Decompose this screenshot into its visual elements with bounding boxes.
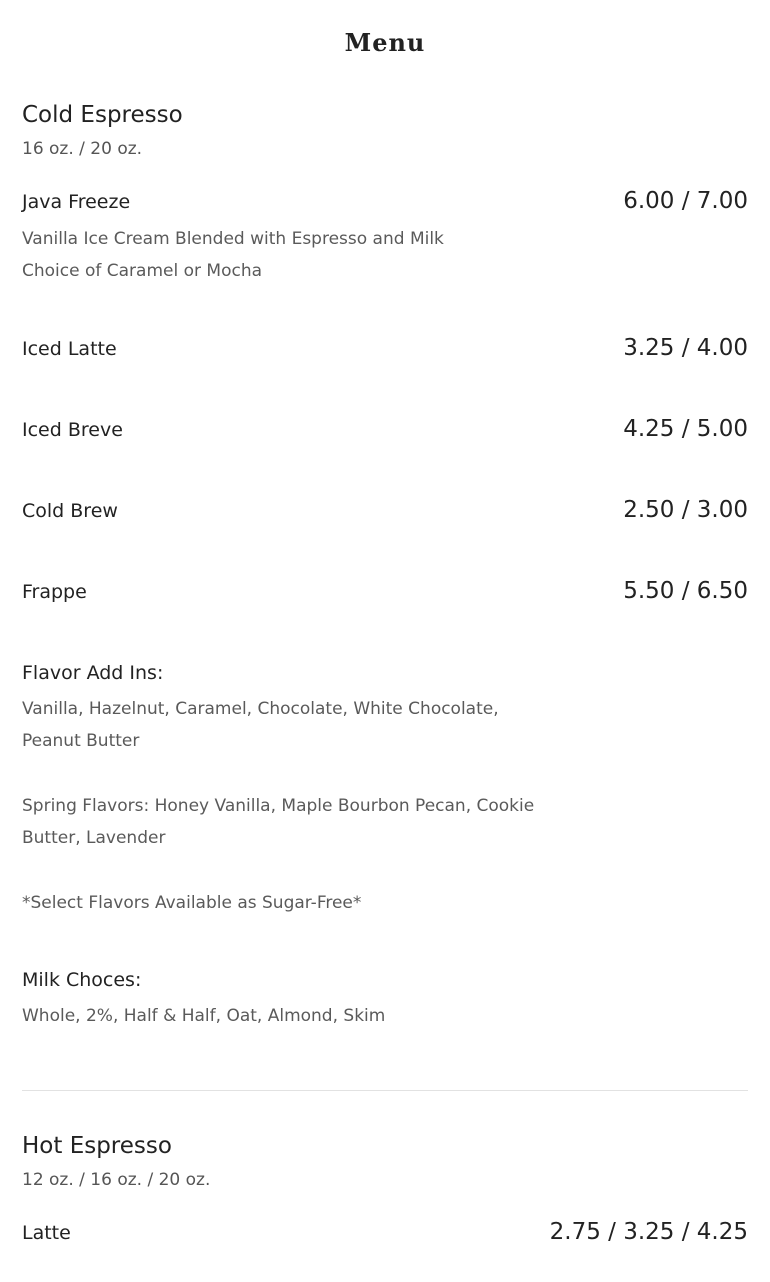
flavor-add-ins-spring: Spring Flavors: Honey Vanilla, Maple Bourbon Pecan, Cookie Butter, Lavender <box>22 796 535 848</box>
menu-item-frappe <box>22 576 748 606</box>
flavor-add-ins-standard: Vanilla, Hazelnut, Caramel, Chocolate, White Chocolate, Peanut Butter <box>22 699 499 751</box>
item-name: Cold Brew <box>22 500 118 522</box>
section-title-cold-espresso: Cold Espresso <box>22 102 183 128</box>
item-description: Choice of Caramel or Mocha <box>22 261 263 281</box>
section-title-hot-espresso: Hot Espresso <box>22 1133 172 1159</box>
section-sizes-hot-espresso: 12 oz. / 16 oz. / 20 oz. <box>22 1170 211 1190</box>
item-name: Latte <box>22 1222 71 1244</box>
item-price: 2.75 / 3.25 / 4.25 <box>549 1219 748 1245</box>
menu-item-iced-latte <box>22 333 748 363</box>
item-name: Java Freeze <box>22 191 131 213</box>
item-price: 5.50 / 6.50 <box>623 578 748 604</box>
section-sizes-cold-espresso: 16 oz. / 20 oz. <box>22 139 143 159</box>
menu-item-iced-breve <box>22 414 748 444</box>
item-price: 2.50 / 3.00 <box>623 497 748 523</box>
milk-choices-heading: Milk Choces: <box>22 969 142 991</box>
sugar-free-note: *Select Flavors Available as Sugar-Free* <box>22 893 362 913</box>
milk-choices-options: Whole, 2%, Half & Half, Oat, Almond, Skim <box>22 1006 386 1026</box>
item-name: Frappe <box>22 581 87 603</box>
menu-item-cold-brew <box>22 495 748 525</box>
item-price: 6.00 / 7.00 <box>623 188 748 214</box>
section-divider <box>22 1090 748 1091</box>
item-name: Iced Breve <box>22 419 123 441</box>
item-name: Iced Latte <box>22 338 117 360</box>
item-description: Vanilla Ice Cream Blended with Espresso and Milk <box>22 229 444 249</box>
item-price: 3.25 / 4.00 <box>623 335 748 361</box>
page-title: Menu <box>344 28 426 57</box>
flavor-add-ins-heading: Flavor Add Ins: <box>22 662 164 684</box>
menu-item-latte <box>22 1217 748 1247</box>
menu-item-java-freeze <box>22 186 748 216</box>
menu-page <box>22 0 748 1282</box>
item-price: 4.25 / 5.00 <box>623 416 748 442</box>
